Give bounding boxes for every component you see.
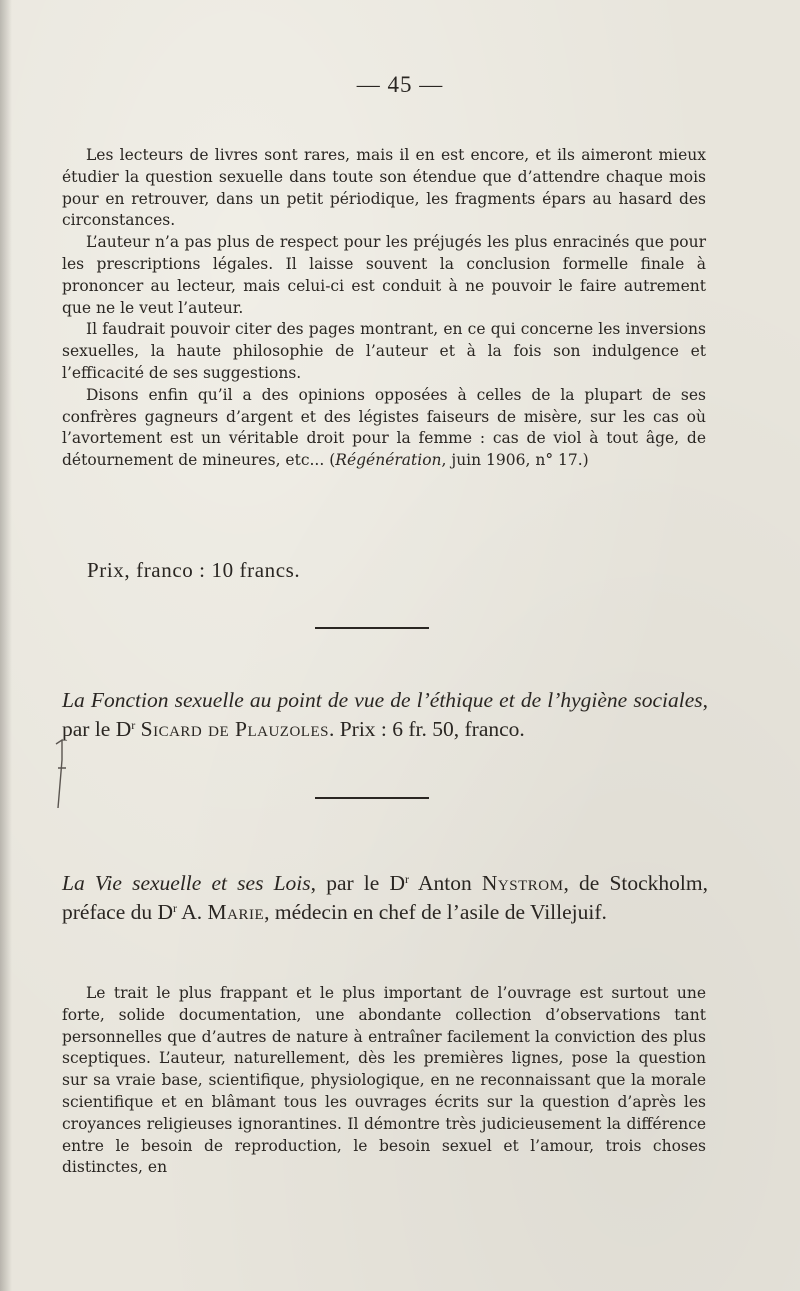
book-author: Sicard de Plauzoles: [140, 717, 329, 741]
book-by: , par le D: [310, 871, 406, 895]
book-title: La Vie sexuelle et ses Lois: [62, 871, 311, 895]
book-entry-1: [62, 686, 708, 744]
doctor-superscript: r: [131, 718, 136, 732]
review-paragraph: Il faudrait pouvoir citer des pages montrant, en ce qui concerne les inversions sexuelles, la haute philosophie de l’auteur et à la fois son indulgence et l’efficacité de ses suggestions.: [62, 320, 706, 382]
review-paragraph: L’auteur n’a pas plus de respect pour les préjugés les plus enracinés que pour les prescriptions légales. Il laisse souvent la conclusion formelle finale à prononcer au lecteur, mais celui-ci est conduit à ne pouvoir le faire autrement que ne le veut l’auteur.: [62, 233, 706, 317]
book-price: . Prix : 6 fr. 50, franco.: [328, 717, 525, 741]
review-source-details: , juin 1906, n° 17.): [441, 451, 589, 470]
book-by: , par le D: [62, 688, 708, 741]
book-title: La Fonction sexuelle au point de vue de l’éthique et de l’hygiène sociales: [62, 688, 703, 712]
book-entry-2-review: [62, 983, 706, 1179]
book-author-first: Anton: [409, 871, 482, 895]
pencil-annotation-icon: [52, 738, 72, 808]
preface-author-last: Marie: [207, 900, 265, 924]
separator-rule: [315, 797, 429, 799]
preface-author-first: A.: [177, 900, 208, 924]
book-author-last: Nystrom: [481, 871, 564, 895]
review-paragraph-last: Disons enfin qu’il a des opinions opposées à celles de la plupart de ses confrères gagneurs d’argent et des légistes faiseurs de misère, sur les cas où l’avortement est un véritable droit pour la femme : cas de viol à tout âge, de détournement de mineures, etc... (Régénération, juin 1906, n° 17.): [62, 385, 706, 470]
book-entry-tail: , médecin en chef de l’asile de Villejuif.: [264, 900, 607, 924]
review-source-title: Régénération: [335, 451, 442, 470]
book-entry-2-text: [62, 869, 708, 927]
price-line: Prix, franco : 10 francs.: [87, 558, 301, 582]
doctor-superscript: r: [405, 872, 410, 886]
review-text: [62, 145, 706, 472]
book-entry-1-text: [62, 686, 708, 744]
doctor-superscript: r: [173, 901, 178, 915]
page-number: — 45 —: [356, 72, 444, 97]
book-preface-intro: , de Stockholm, préface du D: [62, 871, 708, 924]
margin-pencil-mark: [52, 738, 72, 814]
review-paragraph-text: Disons enfin qu’il a des opinions opposées à celles de la plupart de ses confrères gagneurs d’argent et des légistes faiseurs de misère, sur les cas où l’avortement est un véritable droit pour la femme : cas de viol à tout âge, de détournement de mineures, etc...: [62, 385, 706, 470]
page-edge-shadow: [0, 0, 12, 1291]
separator-rule: [315, 627, 429, 629]
review-paragraph: Les lecteurs de livres sont rares, mais il en est encore, et ils aimeront mieux étudier la question sexuelle dans toute son étendue que d’attendre chaque mois pour en retrouver, dans un petit périodique, les fragments épars au hasard des circonstances.: [62, 146, 706, 230]
review-paragraph: Le trait le plus frappant et le plus important de l’ouvrage est surtout une forte, solide documentation, une abondante collection d’observations tant personnelles que d’autres de nature à entraîner facilement la conviction des plus sceptiques. L’auteur, naturellement, dès les premières lignes, pose la question sur sa vraie base, scientifique, physiologique, en ne reconnaissant que la morale scientifique et en blâmant tous les ouvrages écrits sur la question d’après les croyances religieuses ignorantines. Il démontre très judicieusement la différence entre le besoin de reproduction, le besoin sexuel et l’amour, trois choses distinctes, en: [62, 984, 706, 1177]
book-entry-2: [62, 869, 708, 927]
